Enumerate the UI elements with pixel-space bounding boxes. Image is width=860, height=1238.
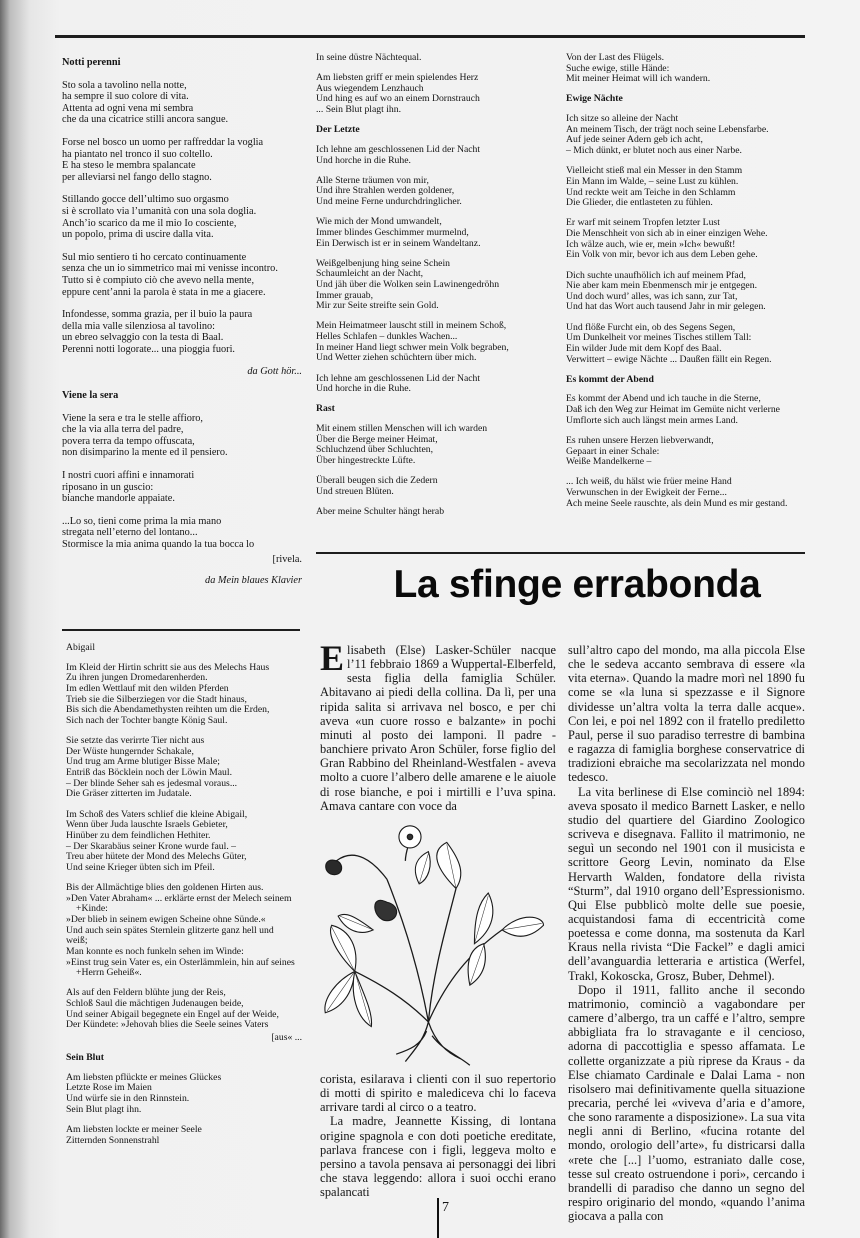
poem-line: Ich lehne am geschlossenen Lid der Nacht [316, 372, 481, 384]
poem-line: Am liebsten lockte er meiner Seele [66, 1123, 202, 1135]
poem-line: Im Schoß des Vaters schlief die kleine Abigail, [66, 808, 248, 820]
stanza [566, 218, 806, 261]
poem-line: Und flöße Furcht ein, ob des Segens Segen, [566, 321, 736, 333]
poem-line: Entriß das Böcklein noch der Löwin Maul. [66, 767, 232, 779]
poem-line: Nie aber kam mein Ebenmensch mir je entgegen. [566, 280, 757, 292]
poem-title: Rast [316, 403, 335, 415]
poem-line: Und meine Ferne undurchdringlicher. [316, 196, 462, 208]
stanza [316, 321, 556, 364]
poem-line: Mit einem stillen Menschen will ich warden [316, 423, 488, 435]
poem-line: Alle Sterne träumen von mir, [316, 174, 429, 186]
stanza [566, 323, 806, 366]
stanza [66, 663, 302, 727]
stanza [62, 137, 302, 183]
poem-line: Weißgelbenjung hing seine Schein [316, 257, 451, 269]
poem-line: Der Kündete: »Jehovah blies die Seele seines Vaters [66, 1019, 269, 1031]
stanza [316, 53, 556, 64]
poem-line: Der Wüste hungernder Schakale, [66, 745, 194, 757]
poem-line: un popolo, prima di uscire dalla vita. [62, 229, 214, 241]
stanza [316, 145, 556, 166]
stanza [316, 507, 556, 518]
poem-line: Und jäh über die Wolken sein Lawinengedröhn [316, 279, 500, 290]
poem-line: In seine düstre Nächtequal. [316, 52, 422, 63]
poem-line: non disimparino la mente ed il pensiero. [62, 447, 228, 459]
poem-line: si è scrollato via l’umanità con una sola doglia. [62, 205, 257, 217]
poem-line: – Der blinde Seher sah es jedesmal voraus... [66, 777, 238, 789]
stanza [316, 259, 556, 312]
stanza [316, 217, 556, 249]
poem-line: Die Glieder, die entlasteten zu fühlen. [566, 197, 713, 209]
poem-line: eppure cent’anni la parola è stata in me a giacere. [62, 286, 266, 298]
poem-line: Ein Volk von mir, bevor ich aus dem Leben gehe. [566, 249, 758, 261]
poem-line: Sul mio sentiero ti ho cercato continuamente [62, 251, 247, 263]
paragraph-text: lisabeth (Else) Lasker-Schüler nacque l’11 febbraio 1869 a Wuppertal-Elberfeld, sesta figlia della famiglia Schüler. Abitavano ai piedi della collina. Da lì, per una ripida salita si arrivava nel bosco, e per chi aveva «un cuore rosso e balzante» in pochi minuti al posto dei lamponi. Il padre - banchiere privato Aron Schüler, forse figlio del Gran Rabbino del Rheinland-Westfalen - aveva molto a cuore l’albero delle amarene e le aiuole di rose bianche, e poi i mirtilli e l’uva spina. Amava cantare con voce da [320, 643, 556, 813]
poem-line: stregata nell’eterno del lontano... [62, 527, 198, 539]
poem-line: Und hing es auf wo an einem Dornstrauch [316, 93, 480, 105]
stanza [62, 252, 302, 298]
poem-line: della mia valle silenziosa al tavolino: [62, 320, 215, 332]
poem-line: Schloß Saul die mächtigen Judenaugen beide, [66, 998, 244, 1010]
poem-column-3 [566, 53, 806, 519]
poem-line: Ach meine Seele rauschte, als dein Mund es mir gestand. [566, 497, 788, 509]
stanza [66, 736, 302, 800]
poem-line: Ein Derwisch ist er in seinem Wandeltanz. [316, 237, 481, 249]
poem-line: Verwittert – ewige Nächte ... Daußen fällt ein Regen. [566, 353, 772, 365]
poem-line: ha piantato nel tronco il suo coltello. [62, 148, 213, 160]
strawberry-plant-illustration [316, 824, 550, 1068]
poem-line: »Einst trug sein Vater es, ein Osterlämmlein, hin auf seines [66, 956, 295, 968]
poem-line: che la via alla terra del padre, [62, 424, 184, 436]
poem-line: Auf jede seiner Adern geb ich acht, [566, 134, 703, 146]
article-title: La sfinge errabonda [393, 563, 761, 606]
poem-line: Infondesse, somma grazia, per il buio la paura [62, 309, 253, 321]
drop-cap: E [320, 638, 345, 678]
poem-line: Ein wilder Jude mit dem Kopf des Baal. [566, 342, 722, 354]
poem-line: +Kinde: [76, 903, 108, 915]
poem-line-continuation: [rivela. [272, 553, 302, 565]
poem-line: Letzte Rose im Maien [66, 1082, 152, 1094]
poem-line: Attenta ad ogni vena mi sembra [62, 102, 194, 114]
poem-line: Suche ewige, stille Hände: [566, 62, 670, 74]
poem-line: Stormisce la mia anima quando la tua bocca lo [62, 539, 255, 550]
poem-line: Ein Mann im Walde, – seine Lust zu kühlen. [566, 175, 739, 187]
poem-line: +Herrn Geheiß«. [76, 967, 142, 979]
page-number-bar [437, 1198, 439, 1238]
poem-title: Viene la sera [62, 390, 119, 402]
article-paragraph: Dopo il 1911, fallito anche il secondo matrimonio, cominciò a vagabondare per camere d’albergo, tra un caffé e l’altro, sempre abbigliata fra lo stravagante e il cencioso, adorna di paccottiglia e spesso affamata. Le collette organizzate a più riprese da Kraus - da Else chiamato Cardinale e Dalai Lama - non risolsero mai definitivamente quella situazione precaria, perché lei «viveva d’aria e d’amore, che sono raramente a disposizione». La sua vita negli anni di Berlino, «fucina rotante del mondo, orologio dell’arte», fu districarsi dalla «rete che [...] l’uomo, estraniato dalle cose, tesse sul creato ostruendone i pori», cercando i brandelli di paradiso che danno un segno del respiro originario del mondo, «quando l’anima giocava a palla con [568, 982, 805, 1224]
poem-line: Die Gräser zitterten im Judatale. [66, 788, 192, 800]
poem-line: Ich lehne am geschlossenen Lid der Nacht [316, 143, 481, 155]
poem-line: weiß; [66, 935, 88, 947]
stanza [66, 1125, 302, 1146]
article-paragraph [320, 638, 556, 813]
poem-line: Man konnte es noch funkeln sehen im Winde: [66, 945, 244, 957]
poem-line: Er warf mit seinem Tropfen letzter Lust [566, 217, 720, 229]
article-column-a-top [320, 638, 556, 813]
stanza [66, 988, 302, 1031]
poem-line: riposano in un guscio: [62, 481, 154, 493]
poem-line: Als auf den Feldern blühte jung der Reis, [66, 987, 226, 999]
poem-line: Um Dunkelheit vor meines Tisches stillem Tall: [566, 332, 752, 344]
article-paragraph: La vita berlinese di Else cominciò nel 1894: aveva sposato il medico Barnett Lasker, e nello studio del quartiere del Giardino Zoologico scriveva e disegnava. Fallito il matrimonio, ne seguì un secondo nel 1901 con il musicista e scrittore Georg Levin, nominato da Else Hervarth Walden, fondatore della rivista “Sturm”, dal 1910 organo dell’Espressionismo. Qui Else pubblicò molte delle sue poesie, acquistandosi fama di eccentricità come poetessa e come donna, ma sostenuta da Karl Kraus nella rivista “Die Fackel” e dagli amici dell’avanguardia letteraria e artistica (Werfel, Trakl, Kokoscka, Grosz, Buber, Dehmel). [568, 784, 805, 983]
poem-title: Es kommt der Abend [566, 373, 654, 385]
poem-line: Und würfe sie in den Rinnstein. [66, 1093, 190, 1105]
poem-line: Und seiner Abigail begegnete ein Engel auf der Weide, [66, 1008, 279, 1020]
poem-line: Viene la sera e tra le stelle affioro, [62, 412, 203, 424]
poem-source: da Mein blaues Klavier [205, 575, 302, 587]
poem-line: Wenn über Juda lauschte Israels Gebieter, [66, 819, 228, 831]
poem-line: Vielleicht stieß mal ein Messer in den Stamm [566, 165, 743, 177]
article-column-b [568, 643, 805, 1223]
stanza [566, 394, 806, 426]
poem-line: Es ruhen unsere Herzen liebverwandt, [566, 434, 714, 446]
stanza [566, 166, 806, 209]
poem-line: Umflorte sich auch längst mein armes Land. [566, 414, 738, 426]
article-column-a-bottom [320, 1072, 556, 1199]
poem-column-1 [62, 55, 302, 599]
poem-line: E ha steso le membra spalancate [62, 160, 196, 172]
stanza [566, 114, 806, 157]
poem-line: Und ihre Strahlen werden goldener, [316, 185, 455, 197]
poem-line: Ich wälze auch, wie er, mein »Ich« bewußt! [566, 238, 736, 250]
stanza [62, 194, 302, 240]
poem-line: Im edlen Wettlauf mit den wilden Pferden [66, 682, 229, 694]
poem-title: Sein Blut [66, 1052, 104, 1064]
poem-line: Sich nach der Tochter bangte König Saul. [66, 714, 228, 726]
stanza [62, 309, 302, 355]
poem-line: Daß ich den Weg zur Heimat im Gemüte nicht verlerne [566, 404, 780, 416]
stanza [62, 413, 302, 459]
poem-line: Zitternden Sonnenstrahl [66, 1134, 160, 1146]
poem-line: Hinüber zu dem feindlichen Hethiter. [66, 829, 211, 841]
stanza [316, 476, 556, 497]
poem-line: »Den Vater Abraham« ... erklärte ernst der Melech seinem [66, 892, 292, 904]
poem-line: An meinem Tisch, der trägt noch seine Lebensfarbe. [566, 123, 769, 135]
top-rule [55, 35, 805, 38]
poem-line-continuation: [aus« ... [271, 1031, 302, 1043]
article-paragraph: La madre, Jeannette Kissing, di lontana origine spagnola e con doti poetiche ereditate, parlava francese con i figli, leggeva molto e persino a tavola pensava ai personaggi dei libri che stava leggendo: allora i suoi occhi erano spalancati [320, 1114, 556, 1200]
poem-line: che da una cicatrice stilli ancora sangue. [62, 114, 229, 126]
poem-line: ha sempre il suo colore di vita. [62, 91, 189, 103]
poem-line: Von der Last des Flügels. [566, 52, 665, 63]
poem-line: Über die Berge meiner Heimat, [316, 433, 438, 445]
poem-line: Immer grauab, [316, 289, 374, 301]
poem-line: Gepaart in einer Schale: [566, 445, 660, 457]
poem-line: Verwunschen in der Ewigkeit der Ferne... [566, 487, 727, 498]
poem-line: Und streuen Blüten. [316, 485, 394, 497]
poem-line: Stillando gocce dell’ultimo suo orgasmo [62, 194, 229, 206]
poem-line: Sein Blut plagt ihn. [66, 1103, 142, 1115]
stanza [566, 477, 806, 509]
poem-line: Am liebsten griff er mein spielendes Herz [316, 72, 479, 84]
poem-title: Ewige Nächte [566, 93, 623, 105]
poem-line: Immer blindes Geschimmer murmelnd, [316, 226, 469, 238]
stanza [316, 73, 556, 116]
poem-title: Notti perenni [62, 57, 121, 68]
poem-line: Tutto si è compiuto ciò che avevo nella mente, [62, 274, 255, 286]
poem-line: Trieb sie die Silberziegen vor die Stadt hinaus, [66, 693, 247, 705]
poem-line: Bis sich die Abendamethysten reihten um die Erden, [66, 704, 270, 716]
poem-line: Sie setzte das verirrte Tier nicht aus [66, 735, 205, 747]
poem-line: Und hat das Wort auch tausend Jahr in mir gelegen. [566, 301, 766, 313]
stanza [62, 516, 302, 551]
poem-line: povera terra da tempo offuscata, [62, 435, 195, 447]
poem-line: Schluchzend über Schluchten, [316, 444, 434, 456]
abigail-rule [62, 629, 300, 631]
page-number: 7 [442, 1200, 449, 1215]
poem-line: Überall beugen sich die Zedern [316, 475, 438, 487]
poem-line: senza che un io simmetrico mai mi venisse incontro. [62, 263, 278, 275]
poem-line: – Mich dünkt, er blutet noch aus einer Narbe. [566, 145, 742, 157]
poem-line: Im Kleid der Hirtin schritt sie aus des Melechs Haus [66, 661, 270, 673]
poem-line: ... Sein Blut plagt ihn. [316, 104, 402, 116]
poem-line: Am liebsten pflückte er meines Glückes [66, 1071, 222, 1083]
poem-line: »Der blieb in seinem ewigen Scheine ohne Sünde.« [66, 913, 266, 925]
stanza [316, 374, 556, 395]
stanza [62, 470, 302, 505]
poem-line: Und Wetter ziehen schüchtern über mich. [316, 352, 477, 364]
poem-line: per alleviarsi nel fango dello stagno. [62, 171, 212, 183]
poem-column-2 [316, 53, 556, 527]
stanza [66, 810, 302, 874]
poem-line: – Der Skarabäus seiner Krone wurde faul. – [66, 840, 237, 852]
poem-line: Schaumleicht an der Nacht, [316, 268, 424, 280]
stanza [62, 80, 302, 126]
article-paragraph: sull’altro capo del mondo, ma alla piccola Else che le sedeva accanto sembrava di essere «la vita eterna». Quando la madre morì nel 1890 fu come se «la luna si spezzasse e il Signore dividesse un’altra volta la terra dalle acque». Con lei, e poi nel 1892 con il fratello prediletto Paul, perse il suo paradiso terrestre di bambina e ragazza di famiglia borghese conservatrice di tradizioni ebraiche ma secolarizzata nel mondo tedesco. [568, 643, 805, 785]
title-rule [316, 552, 805, 554]
poem-line: Sto sola a tavolino nella notte, [62, 79, 187, 91]
poem-line: Bis der Allmächtige blies den goldenen Hirten aus. [66, 881, 264, 893]
stanza [66, 1073, 302, 1116]
poem-line: Mit meiner Heimat will ich wandern. [566, 73, 711, 85]
stanza [66, 883, 302, 979]
stanza [316, 424, 556, 467]
poem-title: Der Letzte [316, 124, 360, 136]
poem-line: un ebreo selvaggio con la testa di Baal. [62, 332, 224, 344]
poem-line: Und seine Krieger übten sich im Pfeil. [66, 861, 215, 873]
poem-line: Und horche in die Ruhe. [316, 154, 411, 166]
poem-line: Anch’io scarico da me il mio Io cosciente, [62, 217, 237, 229]
poem-line: Die Menschheit von sich ab in einer einzigen Wehe. [566, 228, 768, 240]
article-paragraph: corista, esilarava i clienti con il suo repertorio di motti di spirito e malediceva chi lo faceva arrivare tardi al circo o a teatro. [320, 1072, 556, 1115]
poem-line: Ich sitze so alleine der Nacht [566, 113, 679, 125]
poem-line: Und doch wurd’ alles, was ich sann, zur Tat, [566, 290, 738, 302]
poem-line: Mein Heimatmeer lauscht still in meinem Schoß, [316, 320, 507, 332]
poem-line: In meiner Hand liegt schwer mein Volk begraben, [316, 341, 509, 353]
poem-line: bianche mandorle appaiate. [62, 493, 175, 505]
poem-line: Und trug am Arme blutiger Bisse Male; [66, 756, 220, 768]
poem-line: I nostri cuori affini e innamorati [62, 470, 195, 482]
poem-line: Helles Schlafen – dunkles Wachen... [316, 331, 458, 343]
poem-line: ...Lo so, tieni come prima la mia mano [62, 515, 222, 527]
poem-line: Zu ihren jungen Dromedarenherden. [66, 672, 208, 684]
poem-line: Forse nel bosco un uomo per raffreddar la voglia [62, 136, 264, 148]
poem-line: Aber meine Schulter hängt herab [316, 506, 445, 517]
poem-line: Und horche in die Ruhe. [316, 383, 411, 395]
stanza [316, 176, 556, 208]
stanza [566, 436, 806, 468]
poem-line: Über hingestreckte Lüfte. [316, 455, 416, 467]
poem-line: Perenni notti logorate... una pioggia fuori. [62, 343, 236, 355]
poem-line: Wie mich der Mond umwandelt, [316, 216, 442, 228]
stanza [566, 53, 806, 85]
poem-line: Und auch sein spätes Sternlein glitzerte ganz hell und [66, 924, 274, 936]
poem-line: Dich suchte unaufhölich ich auf meinem Pfad, [566, 269, 746, 281]
poem-line: Es kommt der Abend und ich tauche in die Sterne, [566, 393, 761, 405]
poem-source: da Gott hör... [247, 366, 302, 378]
poem-line: Mir zur Seite streifte sein Gold. [316, 300, 439, 312]
poem-line: Und reckte weit am Teiche in den Schlamm [566, 186, 736, 198]
poem-line: ... Ich weiß, du hälst wie früer meine Hand [566, 476, 732, 488]
stanza [566, 271, 806, 314]
poem-title: Abigail [66, 642, 96, 653]
poem-line: Weiße Mandelkerne – [566, 456, 652, 468]
poem-column-abigail [66, 642, 302, 1156]
poem-line: Treu aber hütete der Mond des Melechs Güter, [66, 851, 247, 863]
poem-line: Aus wiegendem Lenzhauch [316, 82, 424, 94]
